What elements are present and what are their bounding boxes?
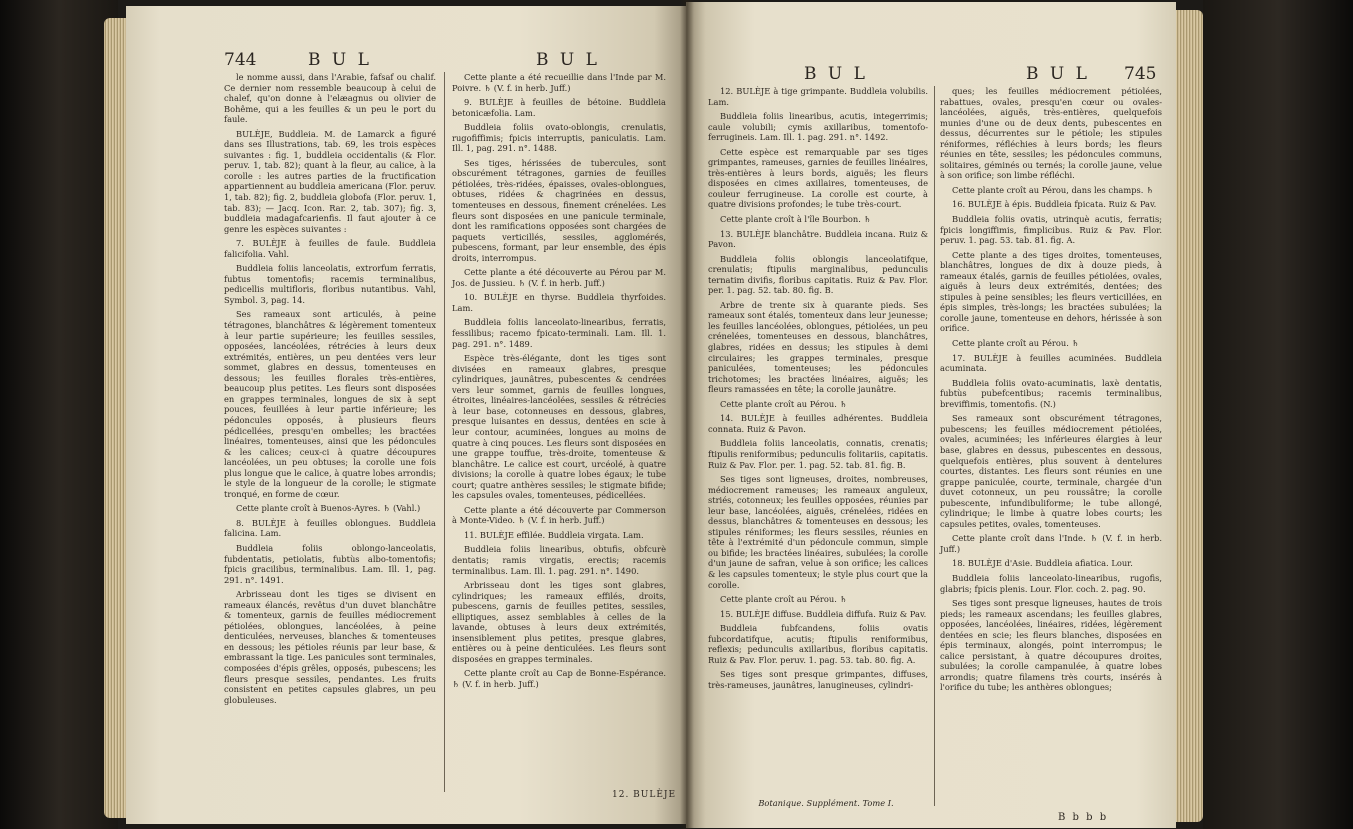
paragraph: Arbre de trente six à quarante pieds. Ses rameaux sont étalés, tomenteux dans leur jeunesse; les feuilles lancéolées, oblongues, pétiolées, un peu crénelées, tomenteuses en dessous, blanchâtres, glabres, ridées en dessus; les stipules à demi circulaires; les grappes terminales, presque paniculées, tomenteuses; les pédoncules trichotomes; les bractées linéaires, aiguës; les fleurs ramassées en tête; la corolle jaunâtre. bbox=[708, 299, 928, 395]
paragraph: Ses rameaux sont articulés, à peine tétragones, blanchâtres & légèrement tomenteux à leur partie supérieure; les feuilles sessiles, opposées, lancéolées, rétrécies à leurs deux extrémités, entières, un peu dentées vers leur sommet, glabres en dessus, tomenteuses en dessous; les feuilles florales très-entières, beaucoup plus petites. Les fleurs sont disposées en grappes terminales, longues de six à sept pouces, feuillées à leur partie inférieure; les pédoncules opposés, à plusieurs fleurs pédicellées, presqu'en ombelles; les bractées linéaires, tomenteuses, ainsi que les pédoncules & les calices; ceux-ci à quatre découpures lancéolées, un peu obtuses; la corolle une fois plus longue que le calice, à quatre lobes arrondis; le style de la longueur de la corolle; le stigmate tronqué, en forme de cœur. bbox=[224, 309, 436, 499]
paragraph: Cette plante croît au Pérou, dans les champs. ♄ bbox=[952, 184, 1154, 195]
paragraph: ques; les feuilles médiocrement pétiolées, rabattues, ovales, presqu'en cœur ou ovales-lancéolées, aiguës, très-entières, quelquefois munies d'une ou de deux dents, pubescentes en dessus, décurrentes sur le pétiole; les stipules réniformes, réfléchies à leurs bords; les fleurs réunies en tête, sessiles; les pédoncules communs, solitaires, géminés ou ternés; la corolle jaune, velue à son orifice; son limbe réfléchi. bbox=[940, 86, 1162, 181]
paragraph: 12. BULÈJE à tige grimpante. Buddleia volubilis. Lam. bbox=[708, 86, 928, 107]
paragraph: Cette plante a été recueillie dans l'Inde par M. Poivre. ♄ (V. f. in herb. Juff.) bbox=[452, 72, 666, 93]
paragraph: Ses tiges sont presque grimpantes, diffuses, très-rameuses, jaunâtres, lanugineuses, cylindri- bbox=[708, 669, 928, 690]
paragraph: 7. BULÈJE à feuilles de faule. Buddleia falicifolia. Vahl. bbox=[224, 238, 436, 259]
paragraph: 15. BULÈJE diffuse. Buddleia diffufa. Ruiz & Pav. bbox=[720, 608, 927, 619]
paragraph: Ses tiges sont ligneuses, droites, nombreuses, médiocrement rameuses; les rameaux anguleux, striés, cotonneux; les feuilles opposées, réunies par leur base, lancéolées, aiguës, crénelées, ridées en dessus, blanchâtres & tomenteuses en dessous; les stipules réniformes; les fleurs sessiles, réunies en tête à l'extrémité d'un pédoncule commun, simple ou bifide; les bractées linéaires, subulées; la corolle d'un jaune de safran, velue à son orifice; les calices & les capsules tomenteux; le style plus court que la corolle. bbox=[708, 474, 928, 590]
paragraph: Cette plante croît au Cap de Bonne-Espérance. ♄ (V. f. in herb. Juff.) bbox=[452, 668, 666, 689]
column-divider bbox=[444, 72, 445, 792]
paragraph: Buddleia foliis linearibus, obtufis, obfcurè dentatis; ramis virgatis, erectis; racemis terminalibus. Lam. Ill. 1. pag. 291. n°. 1490. bbox=[452, 544, 666, 576]
paragraph: Cette plante croît au Pérou. ♄ bbox=[720, 594, 847, 605]
paragraph: Cette plante croît à Buenos-Ayres. ♄ (Vahl.) bbox=[236, 503, 421, 514]
left-page bbox=[126, 6, 688, 824]
paragraph: 11. BULÈJE effilée. Buddleia virgata. Lam. bbox=[464, 529, 644, 540]
left-page-column-2 bbox=[452, 72, 666, 802]
paragraph: Buddleia foliis lanceolato-linearibus, rugofis, glabris; fpicis plenis. Lour. Flor. coch. 2. pag. 90. bbox=[940, 572, 1162, 594]
running-head-left-col: B U L bbox=[804, 64, 868, 84]
paragraph: 8. BULÈJE à feuilles oblongues. Buddleia falicina. Lam. bbox=[224, 517, 436, 539]
page-number-right: 745 bbox=[1124, 64, 1157, 84]
paragraph: Buddleia foliis lanceolato-linearibus, ferratis, fessilibus; racemo fpicato-terminali. Lam. Ill. 1. pag. 291. n°. 1489. bbox=[452, 317, 666, 349]
page-footer: Botanique. Supplément. Tome I. bbox=[758, 798, 894, 808]
paragraph: Buddleia foliis oblongo-lanceolatis, fubdentatis, petiolatis, fubtùs albo-tomentofis; fpicis gracilibus, terminalibus. Lam. Ill. 1, pag. 291. n°. 1491. bbox=[224, 542, 436, 585]
paragraph: 18. BULÈJE d'Asie. Buddleia afiatica. Lour. bbox=[952, 558, 1133, 569]
paragraph: Buddleia foliis oblongis lanceolatifque, crenulatis; ftipulis marginalibus, pedunculis ternatim divifis, floribus capitatis. Ruiz & Pav. Flor. per. 1. pag. 52. tab. 80. fig. B. bbox=[708, 253, 928, 296]
paragraph: Buddleia foliis linearibus, acutis, integerrimis; caule volubili; cymis axillaribus, tomentofo-ferrugineis. Lam. Ill. 1. pag. 291. n°. 1492. bbox=[708, 111, 928, 143]
paragraph: Buddleia foliis ovato-acuminatis, laxè dentatis, fubtùs pubefcentibus; racemis terminalibus, breviffimis, tomentofis. (N.) bbox=[940, 377, 1162, 409]
paragraph: BULÈJE, Buddleia. M. de Lamarck a figuré dans ses Illustrations, tab. 69, les trois espèces suivantes : fig. 1, buddleia occidentalis (& Flor. peruv. 1, tab. 82); quant à la fleur, au calice, à la corolle : les autres parties de la fructification appartiennent au buddleia americana (Flor. peruv. 1, tab. 82); fig. 2, buddleia globofa (Flor. peruv. 1, tab. 83); — Jacq. Icon. Rar. 2, tab. 307); fig. 3, buddleia madagafcarienfis. Il faut ajouter à ce genre les espèces suivantes : bbox=[224, 128, 437, 234]
paragraph: Cette plante croît au Pérou. ♄ bbox=[720, 398, 847, 409]
paragraph: Cette espèce est remarquable par ses tiges grimpantes, rameuses, garnies de feuilles linéaires, très-entières à leurs bords, aiguës; les fleurs disposées en cimes axillaires, tomenteuses, de couleur ferrugineuse. La corolle est courte, à quatre divisions profondes; le tube très-court. bbox=[708, 146, 928, 210]
paragraph: 13. BULÈJE blanchâtre. Buddleia incana. Ruiz & Pavon. bbox=[708, 228, 928, 250]
paragraph: Arbrisseau dont les tiges se divisent en rameaux élancés, revêtus d'un duvet blanchâtre & tomenteux, garnis de feuilles médiocrement pétiolées, oblongues, lancéolées, à peine denticulées, nerveuses, blanches & tomenteuses en dessous; les pétioles réunis par leur base, & embrassant la tige. Les panicules sont terminales, composées d'épis grêles, opposés, pubescens; les fleurs presque sessiles, pendantes. Les fruits consistent en petites capsules glabres, un peu globuleuses. bbox=[224, 589, 436, 705]
paragraph: Cette plante a été découverte par Commerson à Monte-Video. ♄ (V. f. in herb. Juff.) bbox=[452, 504, 666, 526]
paragraph: Buddleia foliis lanceolatis, extrorfum ferratis, fubtus tomentofis; racemis terminalibus, pedicellis multifloris, floribus nutantibus. Vahl, Symbol. 3, pag. 14. bbox=[224, 263, 436, 305]
running-head-right-col: B U L bbox=[1026, 64, 1090, 84]
page-number-left: 744 bbox=[224, 50, 257, 70]
paragraph: 16. BULÈJE à épis. Buddleia fpicata. Ruiz & Pav. bbox=[952, 199, 1157, 210]
signature-mark: B b b b bbox=[1058, 812, 1109, 823]
paragraph: Arbrisseau dont les tiges sont glabres, cylindriques; les rameaux effilés, droits, pubescens, garnis de feuilles petites, sessiles, elliptiques, assez semblables à celles de la lavande, obtuses à leurs deux extrémités, insensiblement plus petites, presque glabres, entières ou à peine denticulées. Les fleurs sont disposées en grappes terminales. bbox=[452, 580, 666, 664]
paragraph: 14. BULÈJE à feuilles adhérentes. Buddleia connata. Ruiz & Pavon. bbox=[708, 413, 928, 434]
paragraph: Espèce très-élégante, dont les tiges sont divisées en rameaux glabres, presque cylindriques, jaunâtres, pubescentes & cendrées vers leur sommet, garnis de feuilles longues, étroites, linéaires-lancéolées, sessiles & rétrécies à leur base, cotonneuses en dessous, glabres, presque luisantes en dessus, dentées en scie à leur contour, acuminées, longues au moins de quatre à cinq pouces. Les fleurs sont disposées en une grappe touffue, très-droite, tomenteuse & blanchâtre. Le calice est court, urcéolé, à quatre divisions; la corolle à quatre lobes égaux; le tube court; quatre anthères sessiles; le stigmate bifide; les capsules ovales, tomenteuses, pédicellées. bbox=[452, 353, 666, 501]
running-head-left-col: B U L bbox=[308, 50, 372, 70]
paragraph: 17. BULÈJE à feuilles acuminées. Buddleia acuminata. bbox=[940, 352, 1162, 374]
paragraph: le nomme aussi, dans l'Arabie, fafsaf ou chalif. Ce dernier nom ressemble beaucoup à celui de chalef, qu'on donne à l'elæagnus ou olivier de Bohême, qui a les feuilles & un peu le port du faule. bbox=[224, 72, 436, 125]
book-cover-right bbox=[1203, 0, 1353, 829]
right-page-column-1 bbox=[708, 86, 928, 796]
left-page-column-1 bbox=[224, 72, 436, 808]
paragraph: Cette plante a été découverte au Pérou par M. Jos. de Jussieu. ♄ (V. f. in herb. Juff.) bbox=[452, 267, 666, 288]
paragraph: Ses tiges sont presque ligneuses, hautes de trois pieds; les rameaux ascendans; les feuilles glabres, opposées, lancéolées, linéaires, ridées, légèrement dentées en scie; les fleurs blanches, disposées en épis terminaux, alongés, point interrompus; le calice persistant, à quatre découpures droites, subulées; la corolle campanulée, à quatre lobes arrondis; quatre filamens très courts, insérés à l'orifice du tube; les anthères oblongues; bbox=[940, 598, 1162, 693]
running-head-right-col: B U L bbox=[536, 50, 600, 70]
paragraph: 10. BULÈJE en thyrse. Buddleia thyrfoides. Lam. bbox=[452, 292, 666, 313]
book-cover-left bbox=[0, 0, 118, 829]
paragraph: 9. BULÈJE à feuilles de bétoine. Buddleia betonicæfolia. Lam. bbox=[452, 97, 666, 118]
right-page bbox=[686, 2, 1176, 828]
book-gutter bbox=[680, 0, 694, 829]
paragraph: Cette plante croît à l'île Bourbon. ♄ bbox=[720, 214, 871, 225]
paragraph: Cette plante croît au Pérou. ♄ bbox=[952, 338, 1079, 349]
paragraph: Cette plante a des tiges droites, tomenteuses, blanchâtres, longues de dix à douze pieds, à rameaux étalés, garnis de feuilles pétiolées, ovales, aiguës à leurs deux extrémités, dentées; des stipules à peine sensibles; les fleurs verticillées, en épis simples, très-longs; les bractées subulées; la corolle jaune, tomenteuse en dehors, hérissée à son orifice. bbox=[940, 249, 1162, 334]
page-edges-right bbox=[1173, 10, 1203, 822]
paragraph: Buddleia foliis ovato-oblongis, crenulatis, rugofiffimis; fpicis interruptis, paniculatis. Lam. Ill. 1, pag. 291. n°. 1488. bbox=[452, 122, 666, 154]
column-divider bbox=[934, 86, 935, 806]
right-page-column-2 bbox=[940, 86, 1162, 806]
paragraph: Cette plante croît dans l'Inde. ♄ (V. f. in herb. Juff.) bbox=[940, 533, 1162, 554]
catchword: 12. BULÈJE bbox=[612, 790, 677, 800]
paragraph: Buddleia fubfcandens, foliis ovatis fubcordatifque, acutis; ftipulis reniformibus, reflexis; pedunculis axillaribus, floribus capitatis. Ruiz & Pav. Flor. peruv. 1. pag. 53. tab. 80. fig. A. bbox=[708, 623, 928, 665]
paragraph: Ses rameaux sont obscurément tétragones, pubescens; les feuilles médiocrement pétiolées, ovales, acuminées; les inférieures élargies à leur base, glabres en dessus, pubescentes en dessous, quelquefois entières, plus souvent à dentelures courtes, distantes. Les fleurs sont réunies en une grappe paniculée, courte, terminale, chargée d'un duvet cotonneux, un peu roussâtre; la corolle pubescente, infundibuliforme; le tube allongé, cylindrique; le limbe à quatre lobes courts; les capsules petites, ovales, tomenteuses. bbox=[940, 413, 1162, 529]
paragraph: Ses tiges, hérissées de tubercules, sont obscurément tétragones, garnies de feuilles pétiolées, très-ridées, épaisses, ovales-oblongues, obtuses, ridées & chagrinées en dessus, tomenteuses en dessous, finement crénelées. Les fleurs sont disposées en une panicule terminale, dont les ramifications opposées sont chargées de paquets verticillés, sessiles, agglomérés, pubescens, formant, par leur ensemble, des épis droits, interrompus. bbox=[452, 157, 666, 263]
paragraph: Buddleia foliis ovatis, utrinquè acutis, ferratis; fpicis longiffimis, fimplicibus. Ruiz & Pav. Flor. peruv. 1. pag. 53. tab. 81. fig. A. bbox=[940, 214, 1162, 246]
paragraph: Buddleia foliis lanceolatis, connatis, crenatis; ftipulis reniformibus; pedunculis folitariis, capitatis. Ruiz & Pav. Flor. per. 1. pag. 52. tab. 81. fig. B. bbox=[708, 438, 928, 470]
